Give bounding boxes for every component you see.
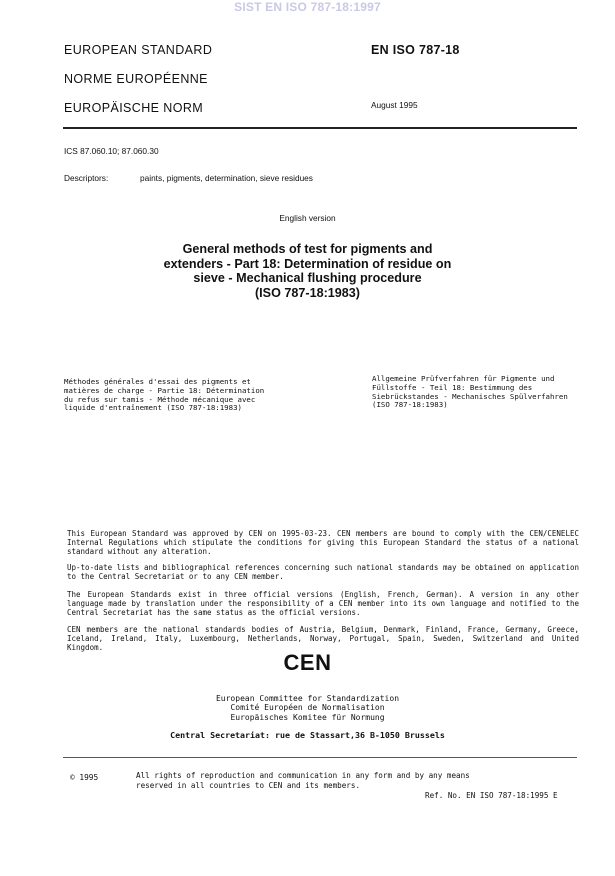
standard-title-de: EUROPÄISCHE NORM — [64, 101, 204, 115]
approval-paragraph: This European Standard was approved by CEN on 1995-03-23. CEN members are bound to comply with the CEN/CENELEC Internal Regulations which stipulate the conditions for giving this European Standard the status of a national standard without any alteration. — [67, 529, 579, 556]
standard-title-en: EUROPEAN STANDARD — [64, 43, 213, 57]
standard-number: EN ISO 787-18 — [371, 43, 460, 57]
title-fr-line-2: matières de charge - Partie 18: Détermination — [64, 385, 265, 395]
document-title — [150, 242, 465, 300]
copyright-year: © 1995 — [70, 773, 99, 782]
references-paragraph: Up-to-date lists and bibliographical references concerning such national standards may be obtained on application to the Central Secretariat or to any CEN member. — [67, 563, 579, 581]
committee-name-fr: Comité Européen de Normalisation — [230, 703, 385, 713]
title-de-line-2: Füllstoffe - Teil 18: Bestimmung des — [372, 382, 533, 392]
title-line-4: (ISO 787-18:1983) — [254, 285, 360, 300]
footer-rule — [63, 757, 577, 758]
title-de-line-4: (ISO 787-18:1983) — [372, 400, 448, 410]
title-fr-line-4: liquide d'entraînement (ISO 787-18:1983) — [64, 403, 242, 413]
descriptors-value: paints, pigments, determination, sieve residues — [140, 173, 313, 183]
secretariat-address: rue de Stassart,36 B-1050 Brussels — [275, 730, 445, 740]
versions-paragraph: The European Standards exist in three official versions (English, French, German). A version in any other language made by translation under the responsibility of a CEN member into its own language and notified to the Central Secretariat has the same status as the official versions. — [67, 590, 579, 617]
cen-committee-names — [0, 694, 615, 722]
title-french — [64, 378, 271, 413]
title-german — [372, 375, 579, 410]
title-de-line-3: Siebrückstandes - Mechanisches Spülverfahren — [372, 391, 568, 401]
title-fr-line-3: du refus sur tamis - Méthode mécanique avec — [64, 394, 256, 404]
rights-line-1: All rights of reproduction and communication in any form and by any means — [136, 771, 470, 780]
central-secretariat — [0, 730, 615, 740]
descriptors-label: Descriptors: — [64, 173, 109, 183]
title-fr-line-1: Méthodes générales d'essai des pigments et — [64, 377, 251, 386]
publication-date: August 1995 — [371, 100, 418, 110]
members-paragraph: CEN members are the national standards bodies of Austria, Belgium, Denmark, Finland, France, Germany, Greece, Iceland, Ireland, Italy, Luxembourg, Netherlands, Norway, Portugal, Spain, Sweden, Switzerland and United Kingdom. — [67, 625, 579, 652]
language-version: English version — [279, 213, 336, 223]
title-line-3: sieve - Mechanical flushing procedure — [193, 271, 422, 286]
secretariat-label: Central Secretariat: — [170, 730, 271, 740]
rights-line-2: reserved in all countries to CEN and its members. — [136, 781, 361, 790]
committee-name-en: European Committee for Standardization — [215, 694, 400, 703]
reference-number: Ref. No. EN ISO 787-18:1995 E — [425, 791, 558, 800]
cen-logo: CEN — [283, 650, 332, 675]
rights-statement — [136, 771, 470, 791]
title-line-2: extenders - Part 18: Determination of residue on — [163, 256, 452, 271]
header-rule — [63, 127, 577, 129]
document-watermark: SIST EN ISO 787-18:1997 — [234, 0, 381, 14]
committee-name-de: Europäisches Komitee für Normung — [230, 712, 385, 722]
title-line-1: General methods of test for pigments and — [182, 242, 433, 256]
ics-codes: ICS 87.060.10; 87.060.30 — [64, 146, 159, 156]
standard-title-fr: NORME EUROPÉENNE — [64, 72, 208, 86]
title-de-line-1: Allgemeine Prüfverfahren für Pigmente und — [372, 374, 555, 383]
